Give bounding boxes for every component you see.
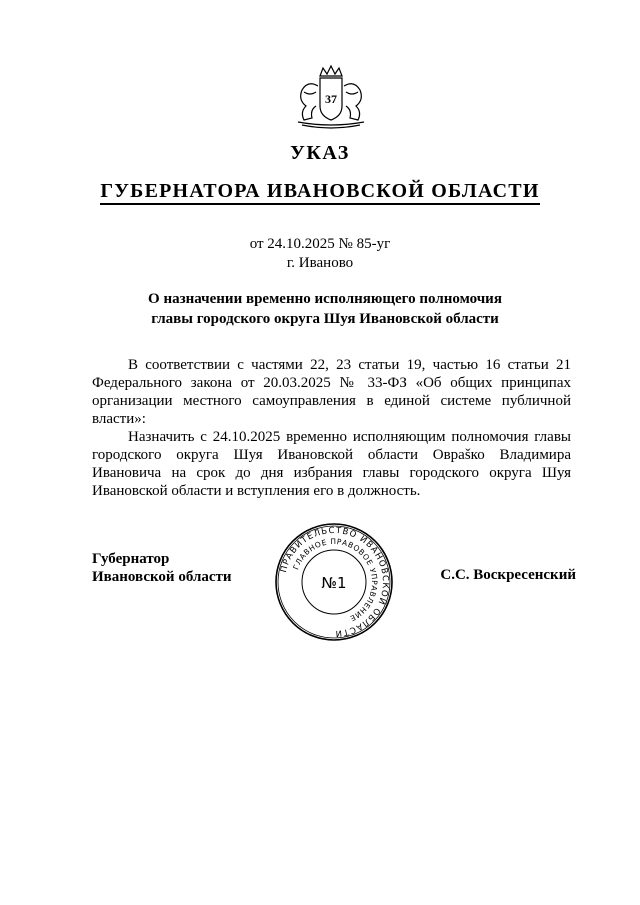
date-number: от 24.10.2025 № 85-уг bbox=[249, 236, 391, 252]
issuer-title-text: ГУБЕРНАТОРА ИВАНОВСКОЙ ОБЛАСТИ bbox=[100, 180, 539, 205]
stamp-number: №1 bbox=[321, 574, 347, 592]
position-line-2: Ивановской области bbox=[92, 569, 232, 585]
city: г. Иваново bbox=[286, 255, 354, 271]
stamp-inner-text: ГЛАВНОЕ ПРАВОВОЕ УПРАВЛЕНИЕ bbox=[291, 536, 380, 624]
paragraph-legal-basis bbox=[92, 356, 571, 428]
subject-line-1: О назначении временно исполняющего полномочия bbox=[148, 291, 502, 307]
paragraph-legal-basis-text: В соответствии с частями 22, 23 статьи 19, частью 16 статьи 21 Федерального закона от 20.03.2025 № 33-ФЗ «Об общих принципах организации местного самоуправления в единой системе публичной власти»: bbox=[92, 357, 571, 427]
signatory-position bbox=[92, 550, 232, 586]
subject-heading bbox=[80, 289, 570, 329]
coat-of-arms-emblem bbox=[290, 62, 372, 132]
issuer-title bbox=[0, 180, 640, 203]
emblem-number: 37 bbox=[325, 92, 337, 106]
paragraph-appointment-text: Назначить с 24.10.2025 временно исполняющим полномочия главы городского округа Шуя Ивановской области Овраšко Владимира Ивановича на срок до дня избрания главы городского округа Шуя Ивановской области и вступления его в должность. bbox=[92, 429, 571, 499]
official-stamp bbox=[274, 522, 394, 642]
subject-line-2: главы городского округа Шуя Ивановской области bbox=[151, 311, 499, 327]
paragraph-appointment bbox=[92, 428, 571, 500]
decree-title: УКАЗ bbox=[290, 142, 350, 164]
stamp-outer-text: ПРАВИТЕЛЬСТВО ИВАНОВСКОЙ ОБЛАСТИ bbox=[278, 525, 391, 639]
signatory-name: С.С. Воскресенский bbox=[440, 567, 576, 583]
position-line-1: Губернатор bbox=[92, 551, 170, 567]
